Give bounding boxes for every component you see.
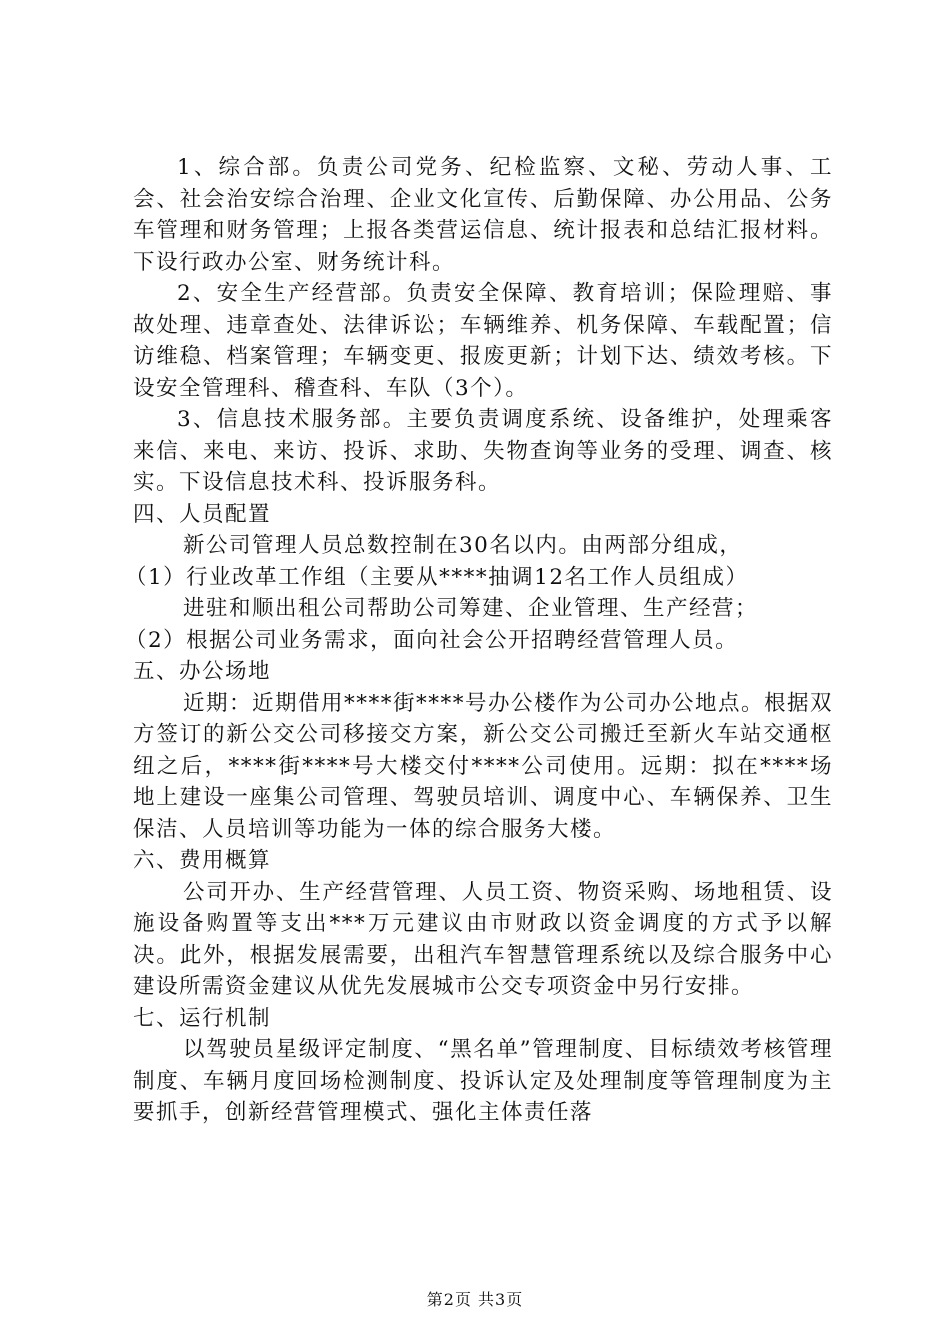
paragraph-operation: 以驾驶员星级评定制度、“黑名单”管理制度、目标绩效考核管理制度、车辆月度回场检测制度、投诉认定及处理制度等管理制度为主要抓手，创新经营管理模式、强化主体责任落 xyxy=(133,1037,833,1125)
paragraph-staffing-item-1: （1）行业改革工作组（主要从****抽调12名工作人员组成） xyxy=(125,564,749,590)
paragraph-dept-general: 1、综合部。负责公司党务、纪检监察、文秘、劳动人事、工会、社会治安综合治理、企业文化宣传、后勤保障、办公用品、公务车管理和财务管理；上报各类营运信息、统计报表和总结汇报材料。下设行政办公室、财务统计科。 xyxy=(133,155,833,275)
heading-budget: 六、费用概算 xyxy=(133,848,272,873)
heading-staffing: 四、人员配置 xyxy=(133,501,272,527)
paragraph-dept-safety: 2、安全生产经营部。负责安全保障、教育培训；保险理赔、事故处理、违章查处、法律诉讼；车辆维养、机务保障、车载配置；信访维稳、档案管理；车辆变更、报废更新；计划下达、绩效考核。下设安全管理科、稽查科、车队（3个）。 xyxy=(133,281,833,401)
paragraph-staffing-item-1-detail: 进驻和顺出租公司帮助公司筹建、企业管理、生产经营； xyxy=(183,596,759,621)
paragraph-office-site: 近期：近期借用****街****号办公楼作为公司办公地点。根据双方签订的新公交公司移接交方案，新公交公司搬迁至新火车站交通枢纽之后，****街****号大楼交付****公司使用。远期：拟在****场地上建设一座集公司管理、驾驶员培训、调度中心、车辆保养、卫生保洁、人员培训等功能为一体的综合服务大楼。 xyxy=(133,690,834,842)
paragraph-staffing-item-2: （2）根据公司业务需求，面向社会公开招聘经营管理人员。 xyxy=(125,627,739,653)
paragraph-dept-it: 3、信息技术服务部。主要负责调度系统、设备维护，处理乘客来信、来电、来访、投诉、求助、失物查询等业务的受理、调查、核实。下设信息技术科、投诉服务科。 xyxy=(133,407,833,495)
paragraph-staffing-total: 新公司管理人员总数控制在30名以内。由两部分组成， xyxy=(183,533,743,558)
page-number-footer: 第2页 共3页 xyxy=(426,1290,524,1309)
heading-office-site: 五、办公场地 xyxy=(133,659,272,684)
paragraph-budget: 公司开办、生产经营管理、人员工资、物资采购、场地租赁、设施设备购置等支出***万元建议由市财政以资金调度的方式予以解决。此外，根据发展需要，出租汽车智慧管理系统以及综合服务中心建设所需资金建议从优先发展城市公交专项资金中另行安排。 xyxy=(133,879,833,999)
heading-operation: 七、运行机制 xyxy=(133,1005,272,1031)
document-body xyxy=(125,152,834,1129)
